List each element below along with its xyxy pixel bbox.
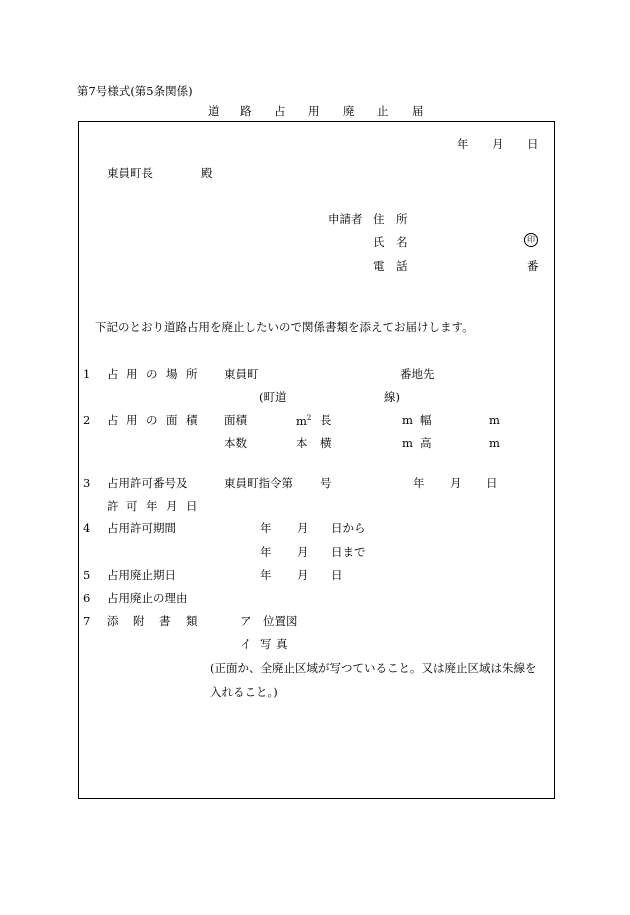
intro-text: 下記のとおり道路占用を廃止したいので関係書類を添えてお届けします。 [95, 320, 474, 334]
form-number: 第7号様式(第5条関係) [77, 84, 193, 98]
form-frame [78, 121, 555, 799]
seal-mark-icon: 印 [524, 233, 538, 247]
